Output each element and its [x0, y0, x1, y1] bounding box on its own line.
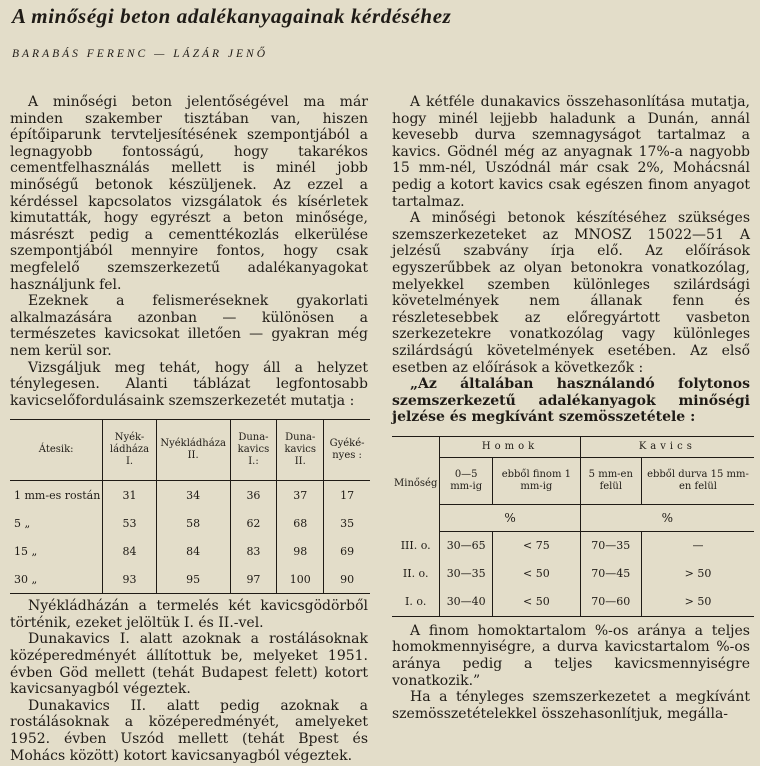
table-header: Duna-kavics I.:	[230, 420, 277, 481]
table-cell: 15 „	[14, 544, 38, 558]
table-cell: 35	[324, 509, 370, 537]
table-cell: 36	[230, 481, 277, 510]
paragraph: Nyékládházán a termelés két kavicsgödörből történik, ezeket jelöltük I. és II.-vel.	[10, 598, 368, 631]
right-column	[392, 94, 750, 722]
table-cell: 70—45	[580, 560, 641, 588]
table-cell: 98	[277, 537, 324, 565]
article-authors: BARABÁS FERENC — LÁZÁR JENŐ	[12, 48, 269, 60]
table-cell: 37	[277, 481, 324, 510]
article-title: A minőségi beton adalékanyagainak kérdéséhez	[12, 4, 452, 28]
table-cell: 69	[324, 537, 370, 565]
table-cell: 30—65	[440, 531, 493, 560]
table-cell: 62	[230, 509, 277, 537]
table-cell: —	[641, 531, 754, 560]
table-cell: 30 „	[14, 572, 38, 586]
table-row	[10, 481, 370, 510]
table-header: Gyéké-nyes :	[324, 420, 370, 481]
table-cell: II. o.	[402, 567, 429, 581]
table-cell: III. o.	[400, 539, 431, 553]
table-cell: 68	[277, 509, 324, 537]
table-header: Nyékládháza II.	[156, 420, 230, 481]
paragraph: A minőségi betonok készítéséhez szükséges szemszerkezeteket az MNOSZ 15022—51 A jelzésű szabvány írja elő. Az előírások egyszerűbbek az olyan betonokra vonatkozólag, melyekkel szemben különleges szilárdsági követelmények nem állanak fenn és részletesebbek az előregyártott vasbeton szerkezetekre vonatkozólag vagy különleges szilárdságú követelmények esetében. Az első esetben az előírások a következők :	[392, 210, 750, 376]
table-cell: > 50	[641, 588, 754, 617]
table-row	[10, 565, 370, 594]
table-header: 0—5 mm-ig	[440, 457, 493, 504]
table-header: Nyék-ládháza I.	[103, 420, 156, 481]
table-cell: 100	[277, 565, 324, 594]
table-row	[392, 560, 754, 588]
table-header: Átesik:	[10, 420, 103, 481]
paragraph: A finom homoktartalom %-os aránya a teljes homokmennyiségre, a durva kavicstartalom %-os aránya pedig a teljes kavicsmennyiségre vonatkozik.”	[392, 622, 750, 689]
table-header: 5 mm-en felül	[580, 457, 641, 504]
table-cell: I. o.	[405, 595, 427, 609]
table-header: ebből durva 15 mm-en felül	[641, 457, 754, 504]
table-cell: 95	[156, 565, 230, 594]
table-cell: 70—35	[580, 531, 641, 560]
table-cell: 34	[156, 481, 230, 510]
standard-table	[392, 436, 754, 617]
table-cell: 84	[103, 537, 156, 565]
table-cell: 70—60	[580, 588, 641, 617]
paragraph: A minőségi beton jelentőségével ma már minden szakember tisztában van, hiszen építőiparunk tervteljesítésének szempontjából a legnagyobb fontosságú, hogy takarékos cementfelhasználás mellett is minél jobb minőségű betonok készüljenek. Az ezzel a kérdéssel kapcsolatos vizsgálatok és kísérletek kimutatták, hogy egyrészt a beton minősége, másrészt pedig a cementtékozlás elkerülése szempontjából mennyire fontos, hogy csak megfelelő szemszerkezetű adalékanyagokat használjunk fel.	[10, 94, 368, 293]
left-column	[10, 94, 368, 764]
table-row	[10, 509, 370, 537]
table-group-header: Homok	[440, 436, 580, 457]
table-cell: 97	[230, 565, 277, 594]
table-row	[10, 537, 370, 565]
table-row	[392, 588, 754, 617]
grading-table	[10, 419, 370, 594]
table-cell: 30—35	[440, 560, 493, 588]
table-cell: 90	[324, 565, 370, 594]
table-unit: %	[580, 504, 754, 531]
table-cell: 30—40	[440, 588, 493, 617]
table-cell: > 50	[641, 560, 754, 588]
table-cell: 84	[156, 537, 230, 565]
table-cell: 1 mm-es rostán	[14, 488, 101, 502]
table-cell: 53	[103, 509, 156, 537]
table-cell: 58	[156, 509, 230, 537]
table-cell: 17	[324, 481, 370, 510]
table-cell: < 75	[493, 531, 581, 560]
paragraph: Dunakavics I. alatt azoknak a rostálásoknak középeredményét állítottuk be, melyeket 1951. évben Göd mellett (tehát Budapest felett) kotort kavicsanyagból végeztek.	[10, 631, 368, 698]
paragraph: Ezeknek a felismeréseknek gyakorlati alkalmazására azonban — különösen a természetes kavicsokat illetően — gyakran még nem kerül sor.	[10, 293, 368, 359]
table-cell: 5 „	[14, 516, 31, 530]
table-unit: %	[440, 504, 580, 531]
table-group-header: Kavics	[580, 436, 754, 457]
table-row	[392, 531, 754, 560]
table-cell: < 50	[493, 588, 581, 617]
paragraph: Ha a tényleges szemszerkezetet a megkívánt szemösszetételekkel összehasonlítjuk, megálla-	[392, 689, 750, 722]
quote-paragraph: „Az általában használandó folytonos szemszerkezetű adalékanyagok minőségi jelzése és megkívánt szemösszetétele :	[392, 376, 750, 426]
table-header: Duna-kavics II.	[277, 420, 324, 481]
paragraph: A kétféle dunakavics összehasonlítása mutatja, hogy minél lejjebb haladunk a Dunán, annál kevesebb durva szemnagyságot tartalmaz a kavics. Gödnél még az anyagnak 17%-a nagyobb 15 mm-nél, Uszódnál már csak 2%, Mohácsnál pedig a kotort kavics csak egészen finom anyagot tartalmaz.	[392, 94, 750, 210]
table-header: Minőség	[394, 478, 438, 490]
paragraph: Dunakavics II. alatt pedig azoknak a rostálásoknak a középeredményét, amelyeket 1952. évben Uszód mellett (tehát Bpest és Mohács között) kotort kavicsanyagból végeztek.	[10, 697, 368, 764]
table-cell: 31	[103, 481, 156, 510]
table-cell: 93	[103, 565, 156, 594]
table-cell: 83	[230, 537, 277, 565]
paragraph: Vizsgáljuk meg tehát, hogy áll a helyzet ténylegesen. Alanti táblázat legfontosabb kavicselőfordulásaink szemszerkezetét mutatja :	[10, 359, 368, 409]
table-header: ebből finom 1 mm-ig	[493, 457, 581, 504]
table-cell: < 50	[493, 560, 581, 588]
